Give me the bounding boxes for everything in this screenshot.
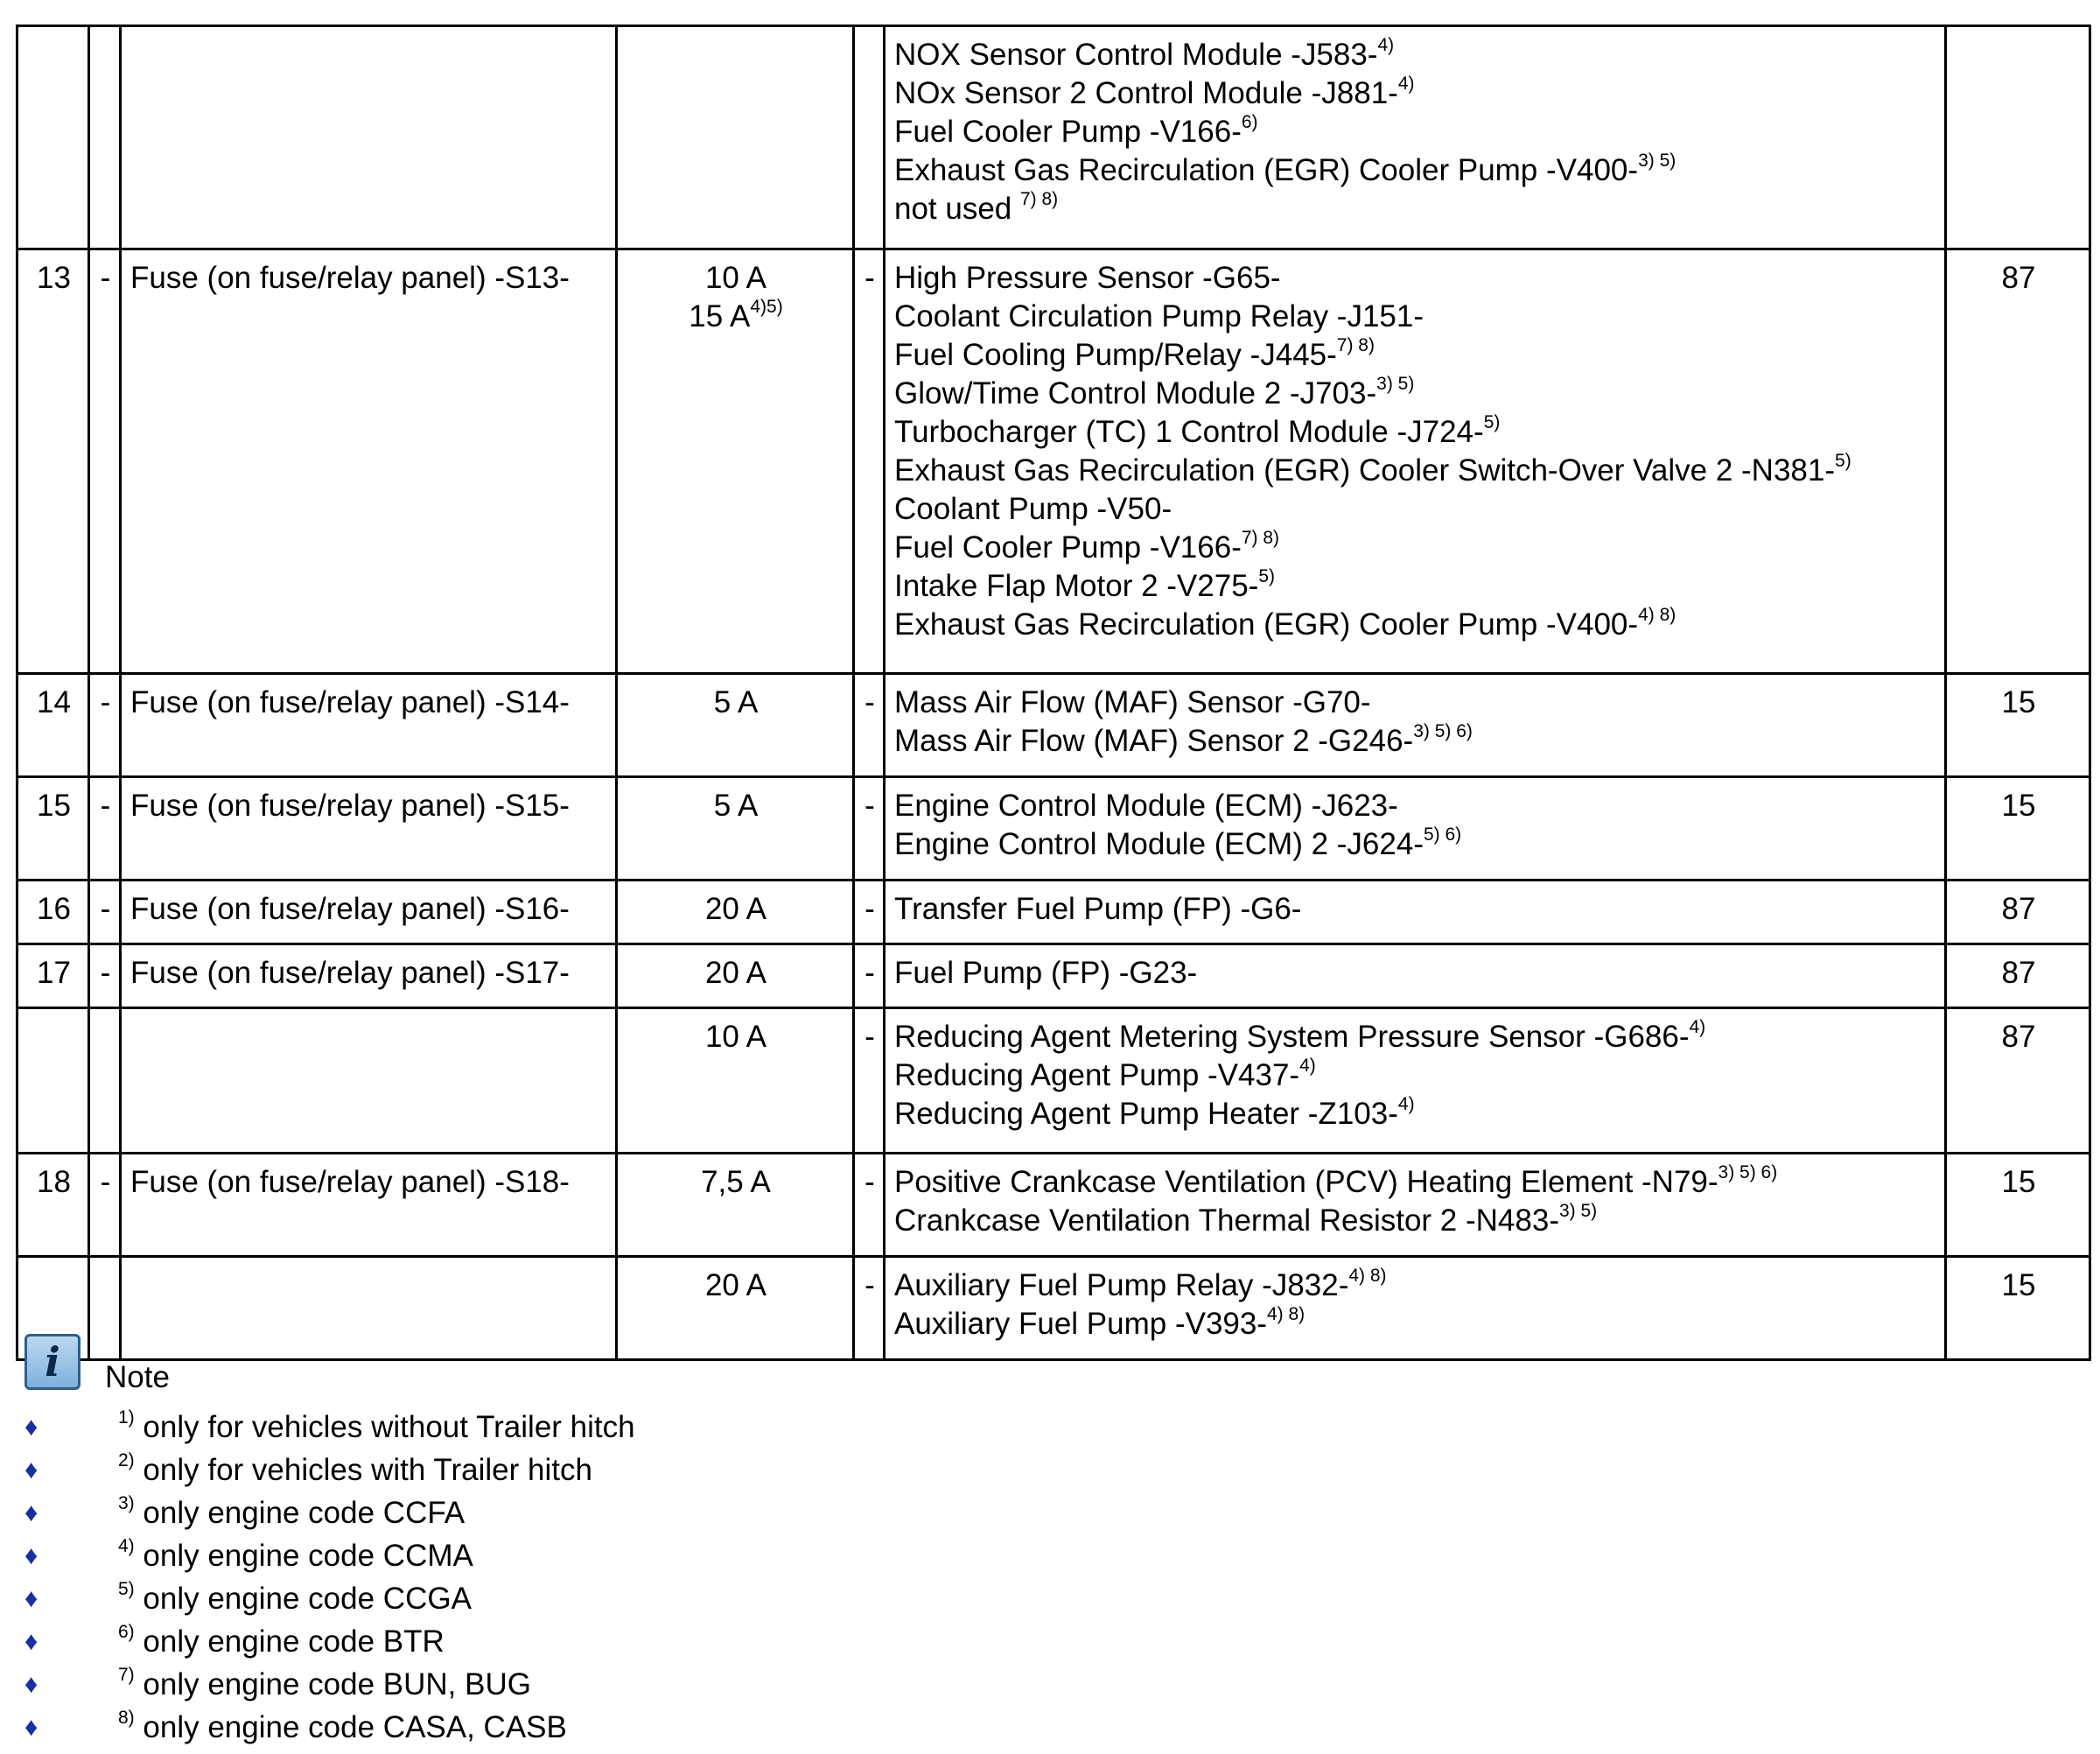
component-item-text: Fuel Cooler Pump -V166- [894,115,1242,149]
fuse-name [121,1008,617,1154]
component-item [894,722,1937,761]
dash-separator: - [89,777,121,881]
component-item-text: Auxiliary Fuel Pump -V393- [894,1307,1267,1341]
fuse-rating [617,674,854,777]
component-item [894,1266,1937,1305]
note-label: Note [105,1360,170,1394]
footnote-text [118,1663,531,1706]
terminal: 87 [1946,1008,2090,1154]
dash-separator [89,1008,121,1154]
component-item-text: Fuel Cooler Pump -V166- [894,530,1242,565]
component-item-footnote-ref: 4) [1299,1056,1316,1077]
component-item-footnote-ref: 5) 6) [1423,824,1462,845]
component-item [894,1095,1937,1133]
dash-separator: - [89,944,121,1008]
component-item [894,567,1937,606]
rating-line-text: 20 A [704,892,767,926]
fuse-number: 17 [18,944,89,1008]
fuse-name: Fuse (on fuse/relay panel) -S14- [121,674,617,777]
component-item [894,606,1937,644]
component-item [894,452,1937,490]
component-item-footnote-ref: 7) 8) [1241,528,1280,549]
component-item [894,1018,1937,1056]
footnote-description: only engine code CCMA [134,1539,473,1573]
dash-separator: - [854,1154,885,1257]
component-list [885,26,1946,249]
fuse-name [121,26,617,249]
fuse-table [16,25,2091,1361]
component-item-text: Turbocharger (TC) 1 Control Module -J724- [894,415,1484,449]
component-item [894,298,1937,336]
terminal: 15 [1946,1257,2090,1360]
component-item [894,259,1937,298]
component-item [894,336,1937,375]
footnote-description: only for vehicles with Trailer hitch [134,1453,592,1487]
rating-line-text: 10 A [704,261,767,295]
diamond-bullet-icon: ♦ [24,1627,38,1656]
rating-line-text: 20 A [704,1268,767,1302]
footnote-text [118,1620,444,1663]
rating-line-text: 15 A [689,299,751,333]
fuse-name: Fuse (on fuse/relay panel) -S15- [121,777,617,881]
fuse-name [121,1257,617,1360]
fuse-rating [617,944,854,1008]
fuse-number: 13 [18,249,89,674]
table-row [18,1008,2090,1154]
component-item-text: Auxiliary Fuel Pump Relay -J832- [894,1268,1349,1302]
table-row [18,944,2090,1008]
footnote-text [118,1706,567,1749]
table-row [18,1154,2090,1257]
component-item [894,529,1937,567]
dash-separator: - [854,249,885,674]
table-row [18,1257,2090,1360]
component-item-footnote-ref: 3) 5) 6) [1413,721,1473,742]
footnote-number: 7) [118,1665,135,1686]
rating-line-text: 10 A [704,1020,767,1054]
dash-separator: - [89,881,121,944]
component-item-text: not used [894,192,1020,226]
rating-line [626,1018,845,1056]
diamond-bullet-icon: ♦ [24,1713,38,1742]
diamond-bullet-icon: ♦ [24,1413,38,1442]
component-item [894,74,1937,113]
terminal: 15 [1946,1154,2090,1257]
rating-line-text: 5 A [713,789,759,823]
fuse-rating [617,777,854,881]
component-item-text: NOx Sensor 2 Control Module -J881- [894,76,1398,110]
component-item [894,113,1937,151]
dash-separator: - [854,944,885,1008]
terminal: 87 [1946,881,2090,944]
component-item [894,1202,1937,1240]
fuse-number [18,26,89,249]
table-row [18,777,2090,881]
component-item-text: Intake Flap Motor 2 -V275- [894,569,1259,603]
component-item-footnote-ref: 3) 5) [1376,374,1415,395]
table-row [18,26,2090,249]
component-item-text: Mass Air Flow (MAF) Sensor -G70- [894,685,1371,719]
component-item-text: NOX Sensor Control Module -J583- [894,38,1378,72]
dash-separator: - [854,1008,885,1154]
component-list [885,1008,1946,1154]
component-list [885,881,1946,944]
rating-line [626,1266,845,1305]
component-item-text: Exhaust Gas Recirculation (EGR) Cooler Switch-Over Valve 2 -N381- [894,453,1836,488]
component-item-text: Coolant Circulation Pump Relay -J151- [894,299,1424,333]
diamond-bullet-icon: ♦ [24,1456,38,1484]
footnote-description: only engine code BUN, BUG [134,1667,531,1701]
component-item [894,151,1937,190]
component-list [885,1154,1946,1257]
component-list [885,777,1946,881]
footnote-text [118,1449,592,1491]
terminal: 87 [1946,944,2090,1008]
component-item-footnote-ref: 4) 8) [1267,1304,1306,1325]
rating-line-text: 20 A [704,956,767,990]
footnote-number: 1) [118,1407,135,1428]
component-item [894,787,1937,825]
component-item-footnote-ref: 3) 5) 6) [1718,1162,1778,1183]
component-item-footnote-ref: 7) 8) [1020,189,1059,210]
component-item-footnote-ref: 7) 8) [1336,335,1375,356]
footnote-number: 6) [118,1622,135,1643]
terminal [1946,26,2090,249]
component-item-text: Fuel Pump (FP) -G23- [894,956,1198,990]
diamond-bullet-icon: ♦ [24,1541,38,1570]
dash-separator [854,26,885,249]
footnote-description: only engine code BTR [134,1624,444,1659]
component-item-footnote-ref: 5) [1483,412,1501,433]
fuse-number: 15 [18,777,89,881]
component-item-text: Exhaust Gas Recirculation (EGR) Cooler Pump -V400- [894,607,1639,642]
component-item-footnote-ref: 4) [1397,74,1415,95]
component-item-text: Reducing Agent Pump Heater -Z103- [894,1097,1398,1131]
component-item [894,1056,1937,1095]
component-item [894,1163,1937,1202]
rating-line-text: 5 A [713,685,759,719]
component-item [894,36,1937,74]
footnote-description: only for vehicles without Trailer hitch [134,1410,635,1444]
rating-line [626,259,845,298]
component-item-footnote-ref: 4) 8) [1348,1266,1387,1287]
fuse-rating [617,1257,854,1360]
table-row [18,881,2090,944]
component-item-text: Coolant Pump -V50- [894,492,1172,526]
component-item [894,684,1937,722]
component-list [885,1257,1946,1360]
component-item-text: Exhaust Gas Recirculation (EGR) Cooler Pump -V400- [894,153,1639,187]
component-item-footnote-ref: 5) [1835,451,1852,472]
component-item-text: Engine Control Module (ECM) -J623- [894,789,1398,823]
component-item-footnote-ref: 6) [1241,112,1258,133]
rating-line-footnote-ref: 4)5) [750,297,783,318]
fuse-rating [617,1154,854,1257]
dash-separator [89,1257,121,1360]
component-item-text: High Pressure Sensor -G65- [894,261,1281,295]
component-item [894,890,1937,929]
component-item-footnote-ref: 3) 5) [1558,1201,1598,1222]
component-item [894,413,1937,452]
fuse-name: Fuse (on fuse/relay panel) -S13- [121,249,617,674]
component-item-text: Glow/Time Control Module 2 -J703- [894,376,1377,410]
fuse-name: Fuse (on fuse/relay panel) -S18- [121,1154,617,1257]
footnote-text [118,1577,472,1620]
component-item-footnote-ref: 3) 5) [1638,151,1676,172]
component-item-footnote-ref: 4) [1689,1017,1706,1038]
footnote-text [118,1491,465,1534]
diamond-bullet-icon: ♦ [24,1498,38,1527]
dash-separator: - [89,249,121,674]
terminal: 15 [1946,674,2090,777]
fuse-name: Fuse (on fuse/relay panel) -S16- [121,881,617,944]
component-item [894,190,1937,228]
terminal: 87 [1946,249,2090,674]
info-icon: i [24,1334,80,1390]
footnote-number: 5) [118,1579,135,1600]
diamond-bullet-icon: ♦ [24,1584,38,1613]
dash-separator: - [854,674,885,777]
rating-line [626,684,845,722]
footnote-number: 3) [118,1493,135,1514]
fuse-name: Fuse (on fuse/relay panel) -S17- [121,944,617,1008]
table-row [18,249,2090,674]
component-item-footnote-ref: 5) [1258,566,1275,587]
component-item [894,1305,1937,1344]
component-item-text: Reducing Agent Pump -V437- [894,1058,1300,1092]
diamond-bullet-icon: ♦ [24,1670,38,1699]
footnote-description: only engine code CCGA [134,1582,472,1616]
component-item-footnote-ref: 4) [1397,1094,1415,1115]
footnote-number: 4) [118,1536,135,1557]
component-item-text: Engine Control Module (ECM) 2 -J624- [894,827,1424,861]
component-list [885,249,1946,674]
footnote-text [118,1534,473,1577]
footnote-text [118,1406,635,1449]
component-item-text: Crankcase Ventilation Thermal Resistor 2 -N483- [894,1203,1559,1238]
rating-line [626,890,845,929]
component-item-text: Reducing Agent Metering System Pressure Sensor -G686- [894,1020,1690,1054]
footnote-number: 2) [118,1450,135,1471]
rating-line-text: 7,5 A [701,1165,771,1199]
fuse-rating [617,1008,854,1154]
component-list [885,944,1946,1008]
dash-separator: - [89,674,121,777]
component-item [894,375,1937,413]
component-item-footnote-ref: 4) [1377,35,1395,56]
component-item [894,954,1937,993]
component-list [885,674,1946,777]
footnote-description: only engine code CCFA [134,1496,466,1530]
component-item-text: Fuel Cooling Pump/Relay -J445- [894,338,1337,372]
terminal: 15 [1946,777,2090,881]
dash-separator: - [854,777,885,881]
component-item-footnote-ref: 4) 8) [1638,605,1676,626]
component-item-text: Transfer Fuel Pump (FP) -G6- [894,892,1302,926]
dash-separator: - [854,881,885,944]
footnote-description: only engine code CASA, CASB [134,1710,567,1744]
rating-line [626,787,845,825]
footnote-number: 8) [118,1708,135,1729]
component-item-text: Mass Air Flow (MAF) Sensor 2 -G246- [894,724,1414,758]
rating-line [626,298,845,336]
fuse-number: 18 [18,1154,89,1257]
fuse-number: 16 [18,881,89,944]
fuse-rating [617,249,854,674]
fuse-table-body [18,26,2090,1360]
rating-line [626,1163,845,1202]
dash-separator: - [89,1154,121,1257]
dash-separator: - [854,1257,885,1360]
fuse-number: 14 [18,674,89,777]
fuse-rating [617,881,854,944]
component-item-text: Positive Crankcase Ventilation (PCV) Heating Element -N79- [894,1165,1718,1199]
component-item [894,825,1937,864]
table-row [18,674,2090,777]
component-item [894,490,1937,529]
fuse-rating [617,26,854,249]
fuse-number [18,1008,89,1154]
rating-line [626,954,845,993]
dash-separator [89,26,121,249]
